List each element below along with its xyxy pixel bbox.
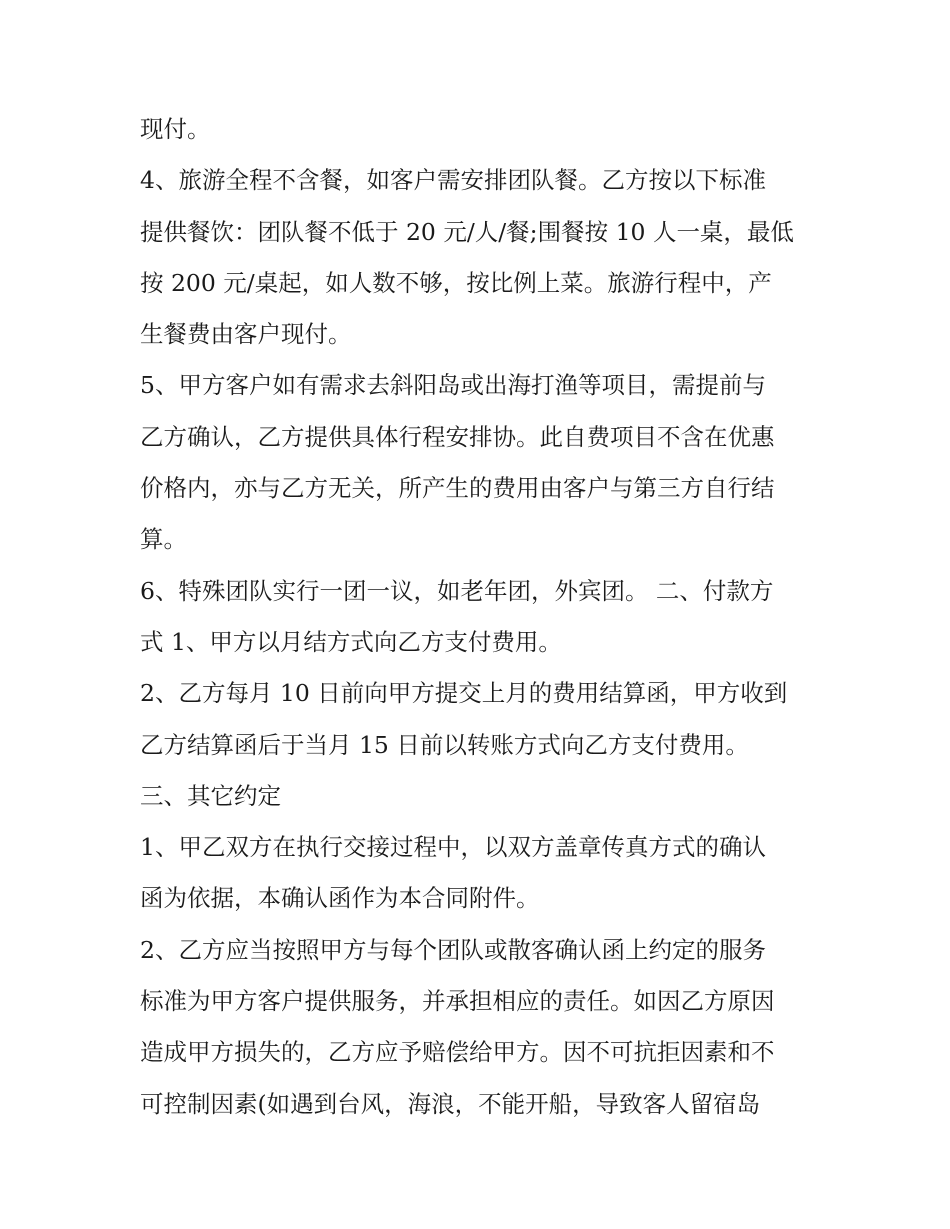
contract-body-text bbox=[140, 104, 820, 1130]
text-line: 价格内，亦与乙方无关，所产生的费用由客户与第三方自行结 bbox=[140, 474, 775, 503]
text-line: 式 1、甲方以月结方式向乙方支付费用。 bbox=[140, 627, 562, 656]
text-line: 6、特殊团队实行一团一议，如老年团，外宾团。 二、付款方 bbox=[140, 576, 774, 605]
text-line: 函为依据，本确认函作为本合同附件。 bbox=[140, 884, 540, 913]
text-line: 4、旅游全程不含餐，如客户需安排团队餐。乙方按以下标准 bbox=[140, 166, 766, 195]
text-line: 2、乙方应当按照甲方与每个团队或散客确认函上约定的服务 bbox=[140, 935, 766, 964]
text-line: 2、乙方每月 10 日前向甲方提交上月的费用结算函，甲方收到 bbox=[140, 679, 788, 708]
text-line: 1、甲乙双方在执行交接过程中，以双方盖章传真方式的确认 bbox=[140, 833, 766, 862]
text-line: 乙方结算函后于当月 15 日前以转账方式向乙方支付费用。 bbox=[140, 730, 749, 759]
text-line: 乙方确认，乙方提供具体行程安排协。此自费项目不含在优惠 bbox=[140, 422, 775, 451]
text-line: 提供餐饮：团队餐不低于 20 元/人/餐;围餐按 10 人一桌，最低 bbox=[140, 217, 794, 246]
text-line: 按 200 元/桌起，如人数不够，按比例上菜。旅游行程中，产 bbox=[140, 268, 772, 297]
text-line: 现付。 bbox=[140, 115, 211, 143]
text-line: 造成甲方损失的，乙方应予赔偿给甲方。因不可抗拒因素和不 bbox=[140, 1038, 775, 1067]
section-heading: 三、其它约定 bbox=[140, 781, 281, 810]
text-line: 5、甲方客户如有需求去斜阳岛或出海打渔等项目，需提前与 bbox=[140, 371, 766, 400]
text-line: 标准为甲方客户提供服务，并承担相应的责任。如因乙方原因 bbox=[140, 987, 775, 1016]
text-line: 可控制因素(如遇到台风，海浪，不能开船，导致客人留宿岛 bbox=[140, 1089, 761, 1118]
text-line: 生餐费由客户现付。 bbox=[140, 320, 352, 349]
text-line: 算。 bbox=[140, 525, 187, 554]
